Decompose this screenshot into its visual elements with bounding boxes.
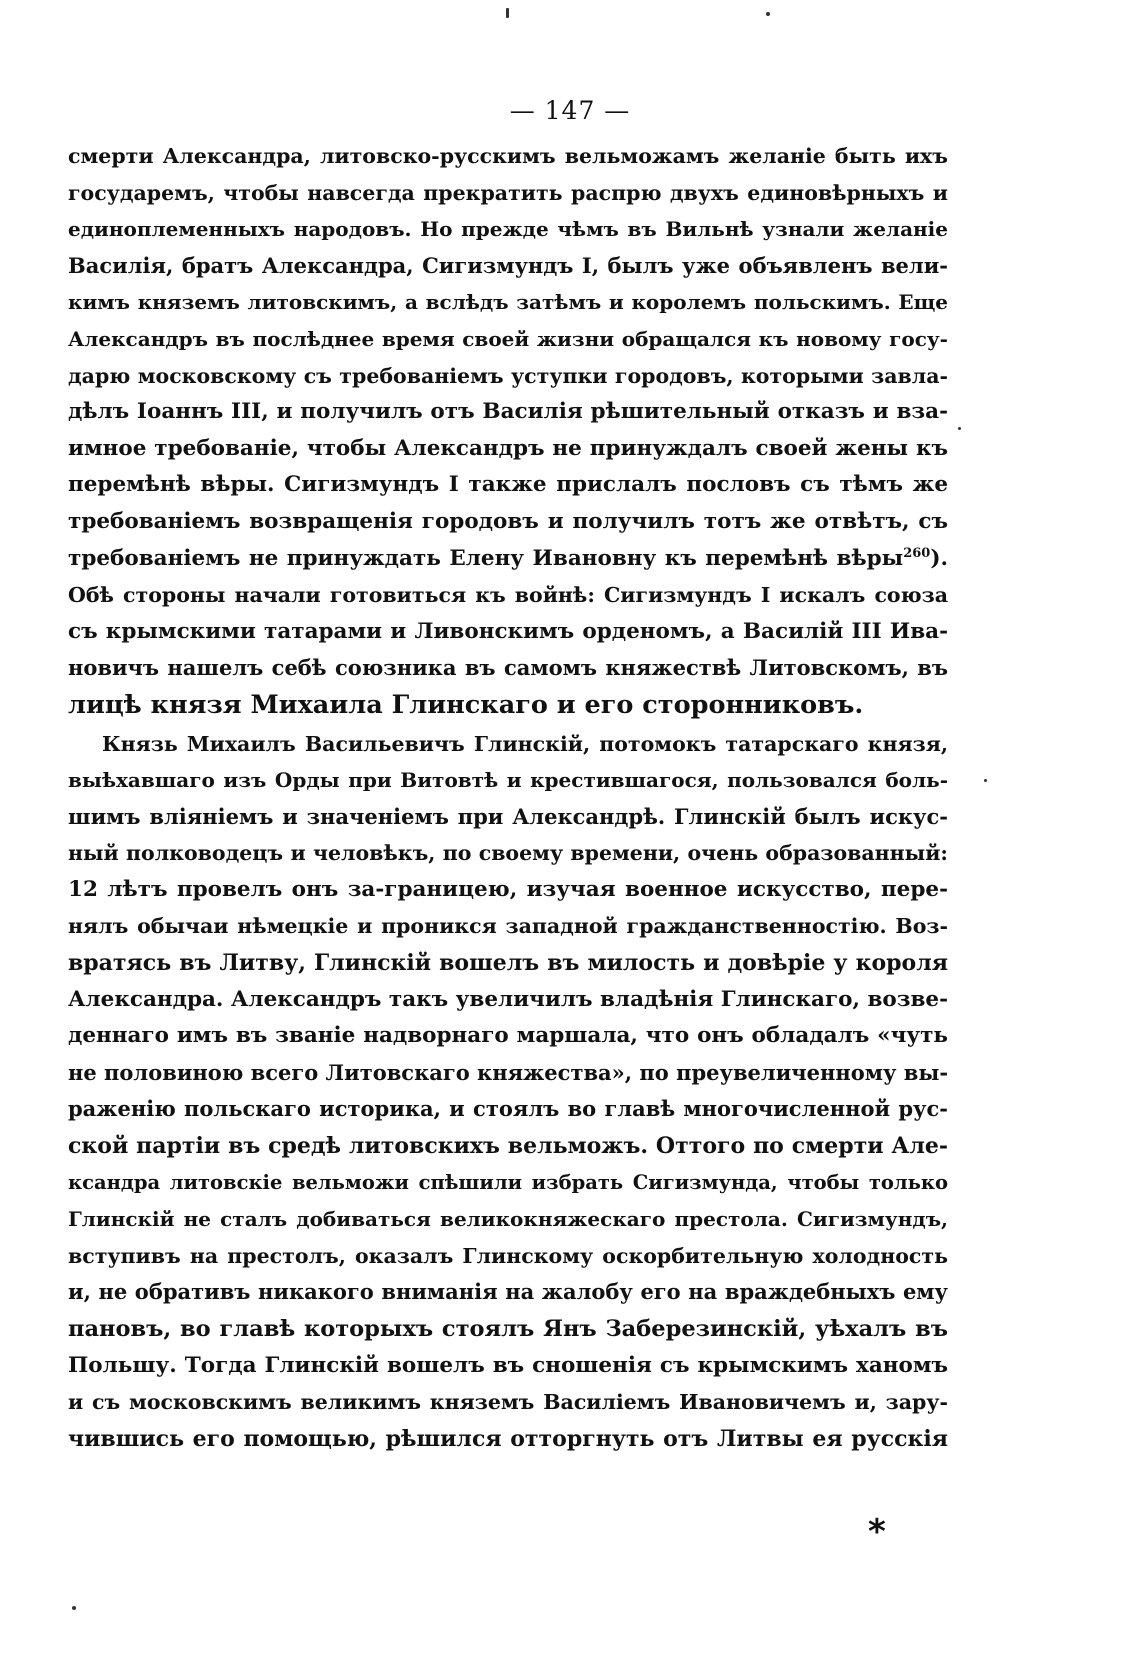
text-line: единоплеменныхъ народовъ. Но прежде чѣмъ въ Вильнѣ узнали желаніе	[68, 217, 948, 242]
text-line: перемѣнѣ вѣры. Сигизмундъ I также прислалъ пословъ съ тѣмъ же	[68, 472, 948, 498]
paper-speck	[984, 779, 987, 782]
text-line: не половиною всего Литовскаго княжества», по преувеличенному вы-	[68, 1059, 949, 1085]
text-line: вратясь въ Литву, Глинскій вошелъ въ милость и довѣріе у короля	[68, 950, 948, 977]
text-line: выѣхавшаго изъ Орды при Витовтѣ и крестившагося, пользовался боль-	[68, 768, 948, 793]
text-line: кимъ княземъ литовскимъ, а вслѣдъ затѣмъ и королемъ польскимъ. Еще	[68, 290, 948, 315]
text-line: смерти Александра, литовско-русскимъ вельможамъ желаніе быть ихъ	[68, 144, 948, 168]
paper-speck	[766, 12, 770, 16]
text-line: Польшу. Тогда Глинскій вошелъ въ сношенія съ крымскимъ ханомъ	[68, 1352, 948, 1378]
text-line: Александра. Александръ такъ увеличилъ владѣнія Глинскаго, возве-	[68, 986, 948, 1012]
text-line: государемъ, чтобы навсегда прекратить распрю двухъ единовѣрныхъ и	[68, 180, 948, 205]
text-line: шимъ вліяніемъ и значеніемъ при Александрѣ. Глинскій былъ искус-	[68, 803, 948, 829]
text-line: пановъ, во главѣ которыхъ стоялъ Янъ Заберезинскій, уѣхалъ въ	[68, 1316, 948, 1342]
page-number: — 147 —	[509, 96, 631, 125]
text-line: требованіемъ возвращенія городовъ и получилъ тотъ же отвѣтъ, съ	[68, 508, 948, 534]
paragraph-2	[68, 726, 948, 1458]
text-line: новичъ нашелъ себѣ союзника въ самомъ княжествѣ Литовскомъ, въ	[68, 655, 948, 681]
signature-mark: *	[868, 1512, 886, 1552]
text-line: Глинскій не сталъ добиваться великокняжескаго престола. Сигизмундъ,	[68, 1207, 948, 1232]
paper-speck	[506, 8, 509, 18]
text-line: и съ московскимъ великимъ княземъ Василіемъ Ивановичемъ и, зару-	[68, 1390, 948, 1415]
text-line: ный полководецъ и человѣкъ, по своему времени, очень образованный:	[68, 841, 948, 866]
text-line-with-footnote	[68, 541, 948, 578]
text-line: дѣлъ Іоаннъ III, и получилъ отъ Василія рѣшительный отказъ и вза-	[68, 399, 948, 425]
text-line: 12 лѣтъ провелъ онъ за-границею, изучая военное искусство, пере-	[68, 876, 948, 902]
text-line: Василія, братъ Александра, Сигизмундъ I, былъ уже объявленъ вели-	[68, 252, 948, 278]
paper-speck	[72, 1606, 76, 1610]
text-line: ской партіи въ средѣ литовскихъ вельможъ. Оттого по смерти Але-	[68, 1133, 948, 1160]
text-line: съ крымскими татарами и Ливонскимъ орденомъ, а Василій III Ива-	[68, 618, 948, 644]
text-fragment: ).	[930, 545, 948, 571]
paper-speck	[958, 427, 961, 430]
text-fragment: Князь Михаилъ Васильевичъ Глинскій, потомокъ татарскаго князя,	[102, 731, 948, 756]
text-line: раженію польскаго историка, и стоялъ во главѣ многочисленной рус-	[68, 1096, 948, 1122]
text-line: вступивъ на престолъ, оказалъ Глинскому оскорбительную холодность	[68, 1243, 948, 1268]
text-line: и, не обративъ никакого вниманія на жалобу его на враждебныхъ ему	[68, 1279, 948, 1305]
text-line: деннаго имъ въ званіе надворнаго маршала, что онъ обладалъ «чуть	[68, 1023, 948, 1049]
text-line: Александръ въ послѣднее время своей жизни обращался къ новому госу-	[68, 326, 948, 351]
body-text	[68, 138, 948, 1457]
text-line: ксандра литовскіе вельможи спѣшили избрать Сигизмунда, чтобы только	[68, 1170, 948, 1194]
footnote-reference[interactable]: 260	[903, 545, 931, 561]
text-line: нялъ обычаи нѣмецкіе и проникся западной гражданственностію. Воз-	[68, 914, 948, 939]
text-line: имное требованіе, чтобы Александръ не принуждалъ своей жены къ	[68, 435, 948, 461]
text-line	[68, 726, 948, 763]
text-line: чившись его помощью, рѣшился отторгнуть отъ Литвы ея русскія	[68, 1425, 948, 1452]
text-line: лицѣ князя Михаила Глинскаго и его сторонниковъ.	[68, 689, 864, 720]
paragraph-1	[68, 138, 948, 724]
text-fragment: требованіемъ не принуждать Елену Ивановну къ перемѣнѣ вѣры	[68, 545, 904, 571]
text-line: дарю московскому съ требованіемъ уступки городовъ, которыми завла-	[68, 363, 948, 388]
text-line: Обѣ стороны начали готовиться къ войнѣ: Сигизмундъ I искалъ союза	[68, 583, 948, 608]
